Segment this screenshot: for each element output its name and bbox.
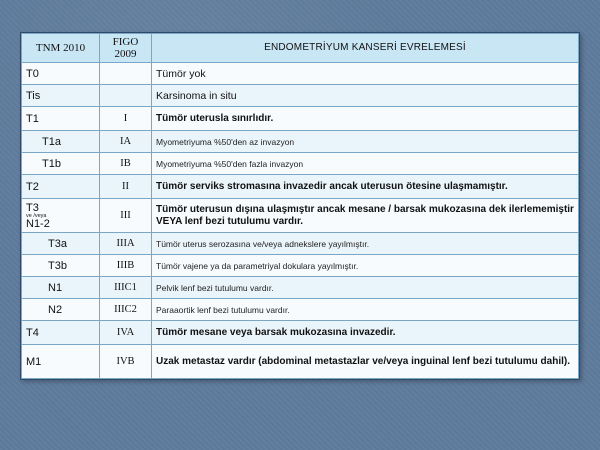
figo-cell: IIIC1 <box>100 277 152 299</box>
tnm-cell: T1b <box>22 153 100 175</box>
header-tnm: TNM 2010 <box>22 34 100 63</box>
tnm-cell: Tis <box>22 85 100 107</box>
description-cell: Myometriyuma %50'den az invazyon <box>152 131 579 153</box>
table-row <box>22 85 579 107</box>
table-header-row <box>22 34 579 63</box>
description-cell: Tümör vajene ya da parametriyal dokulara yayılmıştır. <box>152 255 579 277</box>
tnm-cell: N1 <box>22 277 100 299</box>
table-row <box>22 233 579 255</box>
figo-cell <box>100 63 152 85</box>
figo-cell: IVA <box>100 321 152 345</box>
figo-cell: III <box>100 199 152 233</box>
figo-cell <box>100 85 152 107</box>
description-cell: Paraaortik lenf bezi tutulumu vardır. <box>152 299 579 321</box>
figo-cell: II <box>100 175 152 199</box>
table-row <box>22 63 579 85</box>
description-cell: Tümör serviks stromasına invazedir ancak uterusun ötesine ulaşmamıştır. <box>152 175 579 199</box>
description-cell: Myometriyuma %50'den fazla invazyon <box>152 153 579 175</box>
tnm-cell <box>22 199 100 233</box>
figo-cell: IA <box>100 131 152 153</box>
table-row <box>22 299 579 321</box>
endometrial-cancer-staging-table <box>21 33 579 379</box>
table-row <box>22 277 579 299</box>
table-row <box>22 255 579 277</box>
tnm-cell: N2 <box>22 299 100 321</box>
table-row <box>22 175 579 199</box>
tnm-cell: M1 <box>22 345 100 379</box>
description-cell: Karsinoma in situ <box>152 85 579 107</box>
table-row <box>22 153 579 175</box>
figo-cell: I <box>100 107 152 131</box>
tnm-cell: T0 <box>22 63 100 85</box>
tnm-extra: N1-2 <box>26 217 50 230</box>
figo-cell: IVB <box>100 345 152 379</box>
staging-table-container <box>20 32 580 380</box>
description-cell: Tümör uterus serozasına ve/veya adnekslere yayılmıştır. <box>152 233 579 255</box>
tnm-main: T3 <box>26 201 39 214</box>
tnm-cell: T4 <box>22 321 100 345</box>
description-cell: Tümör uterusla sınırlıdır. <box>152 107 579 131</box>
table-row <box>22 107 579 131</box>
description-cell: Uzak metastaz vardır (abdominal metastazlar ve/veya inguinal lenf bezi tutulumu dahil). <box>152 345 579 379</box>
description-cell: Tümör yok <box>152 63 579 85</box>
tnm-connector: ve /veya <box>26 212 47 219</box>
tnm-cell: T1a <box>22 131 100 153</box>
header-title: ENDOMETRİYUM KANSERİ EVRELEMESİ <box>152 34 579 63</box>
table-row <box>22 199 579 233</box>
tnm-cell: T3a <box>22 233 100 255</box>
tnm-cell: T1 <box>22 107 100 131</box>
header-figo: FIGO 2009 <box>100 34 152 63</box>
table-row <box>22 321 579 345</box>
figo-cell: IIIC2 <box>100 299 152 321</box>
description-cell: Tümör mesane veya barsak mukozasına invazedir. <box>152 321 579 345</box>
figo-cell: IB <box>100 153 152 175</box>
figo-cell: IIIB <box>100 255 152 277</box>
tnm-cell: T3b <box>22 255 100 277</box>
tnm-cell: T2 <box>22 175 100 199</box>
table-row <box>22 131 579 153</box>
figo-cell: IIIA <box>100 233 152 255</box>
description-cell: Pelvik lenf bezi tutulumu vardır. <box>152 277 579 299</box>
table-row <box>22 345 579 379</box>
description-cell: Tümör uterusun dışına ulaşmıştır ancak mesane / barsak mukozasına dek ilerlememiştir VEYA lenf bezi tutulumu vardır. <box>152 199 579 233</box>
